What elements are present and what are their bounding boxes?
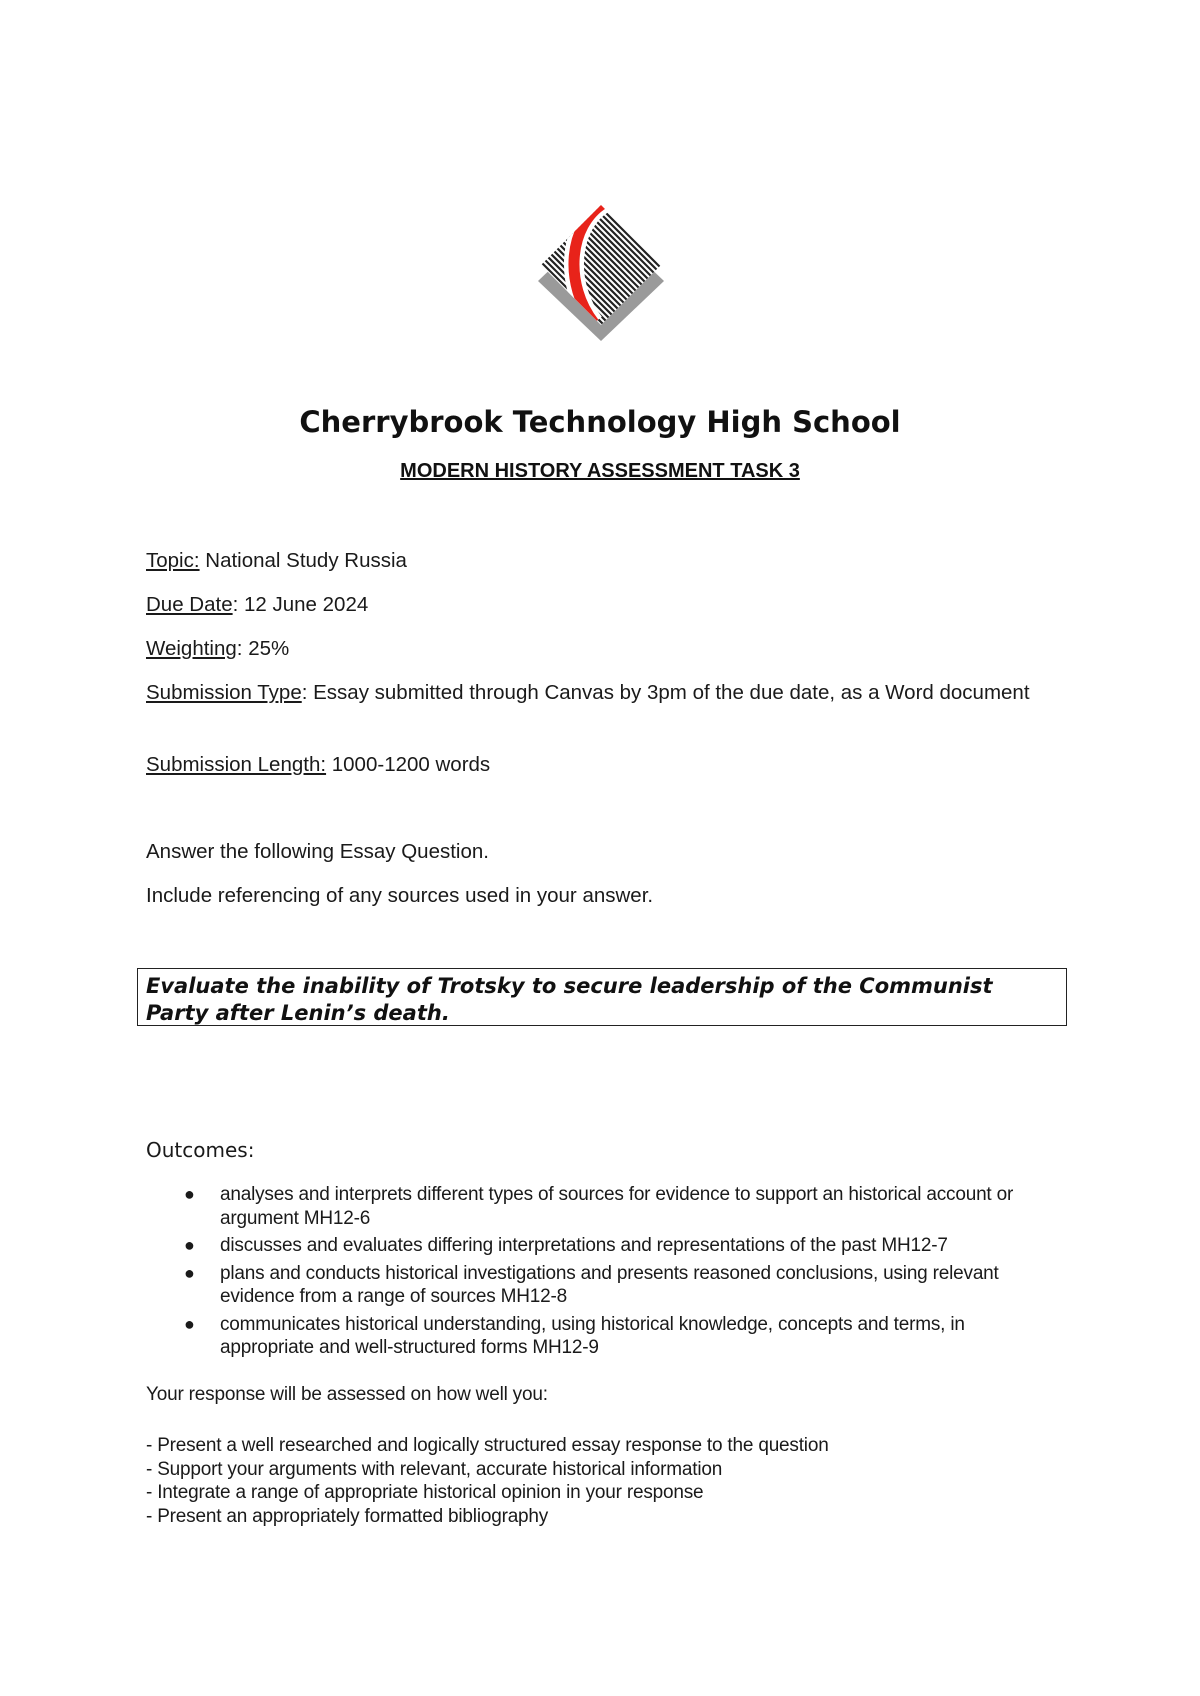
- list-item: [146, 1234, 1046, 1258]
- essay-question: Evaluate the inability of Trotsky to secure leadership of the Communist Party after Lenin’s death.: [146, 974, 993, 1025]
- list-item: [146, 1262, 1046, 1309]
- assessment-criteria-list: [146, 1434, 1046, 1528]
- submission-length-label: Submission Length:: [146, 753, 327, 776]
- weighting-value: : 25%: [236, 637, 290, 660]
- topic-value: National Study Russia: [199, 549, 407, 572]
- bullet-icon: ●: [184, 1313, 195, 1334]
- bullet-icon: ●: [184, 1262, 195, 1283]
- instruction-referencing: Include referencing of any sources used in your answer.: [146, 884, 654, 907]
- due-date-value: : 12 June 2024: [232, 593, 369, 616]
- due-date-field: [146, 592, 1046, 618]
- outcomes-heading: Outcomes:: [146, 1138, 255, 1162]
- list-item: [146, 1183, 1046, 1230]
- submission-type-value: : Essay submitted through Canvas by 3pm of the due date, as a Word document: [301, 681, 1030, 704]
- outcomes-list: [146, 1183, 1046, 1364]
- outcome-text: discusses and evaluates differing interpretations and representations of the past MH12-7: [220, 1235, 948, 1256]
- instruction-answer: Answer the following Essay Question.: [146, 840, 489, 863]
- list-item: - Integrate a range of appropriate historical opinion in your response: [146, 1482, 704, 1503]
- submission-type-label: Submission Type: [146, 681, 302, 704]
- school-crest-icon: [538, 205, 664, 341]
- list-item: - Support your arguments with relevant, accurate historical information: [146, 1458, 723, 1480]
- bullet-icon: ●: [184, 1235, 195, 1255]
- submission-length-field: [146, 752, 1046, 778]
- list-item: - Present an appropriately formatted bibliography: [146, 1505, 549, 1527]
- weighting-label: Weighting: [146, 637, 237, 660]
- bullet-icon: ●: [184, 1184, 195, 1204]
- school-name: Cherrybrook Technology High School: [299, 405, 901, 439]
- due-date-label: Due Date: [146, 593, 233, 616]
- list-item: [146, 1313, 1046, 1360]
- assessment-intro: Your response will be assessed on how well you:: [146, 1384, 548, 1405]
- topic-field: [146, 548, 1046, 574]
- outcome-text: plans and conducts historical investigations and presents reasoned conclusions, using relevant evidence from a range of sources MH12-8: [220, 1262, 999, 1307]
- outcome-text: analyses and interprets different types of sources for evidence to support an historical account or argument MH12-6: [220, 1184, 1014, 1229]
- task-title: MODERN HISTORY ASSESSMENT TASK 3: [400, 460, 800, 482]
- submission-length-value: 1000-1200 words: [326, 753, 491, 776]
- submission-type-field: [146, 680, 1046, 706]
- essay-question-box: [137, 968, 1067, 1026]
- weighting-field: [146, 636, 1046, 662]
- outcome-text: communicates historical understanding, using historical knowledge, concepts and terms, in appropriate and well-structured forms MH12-9: [220, 1313, 965, 1358]
- list-item: - Present a well researched and logically structured essay response to the question: [146, 1435, 829, 1456]
- crest-stripes: [538, 205, 664, 325]
- topic-label: Topic:: [146, 549, 200, 572]
